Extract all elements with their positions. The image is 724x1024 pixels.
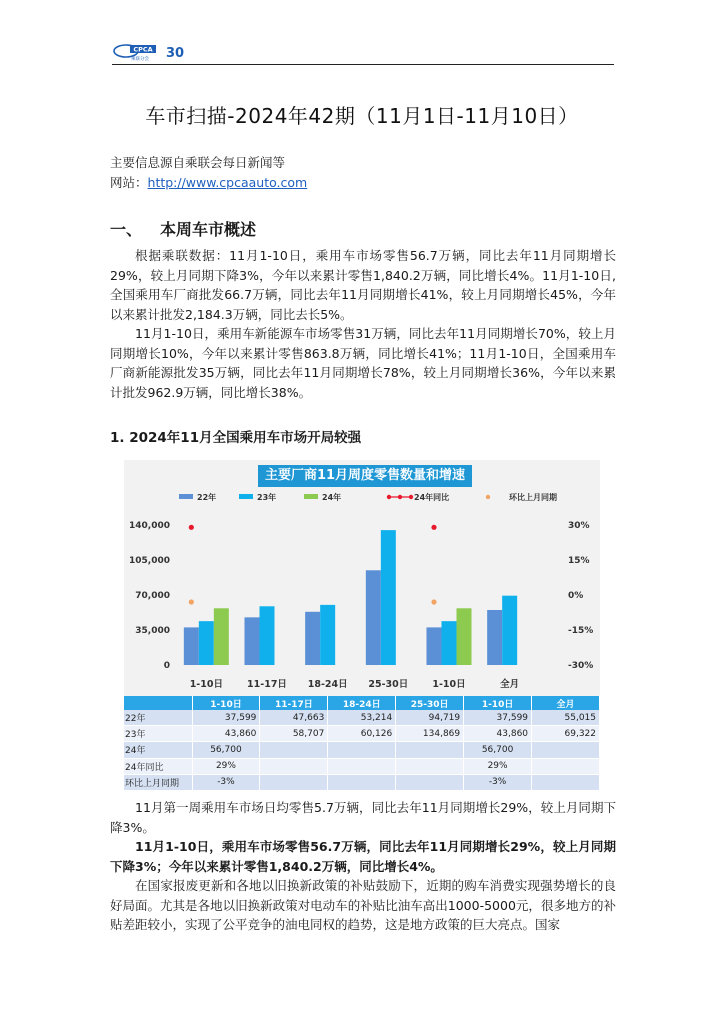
legend-swatch	[304, 494, 318, 499]
y2-tick-label: 30%	[568, 521, 590, 531]
table-cell	[328, 742, 396, 758]
table-cell: 29%	[464, 758, 532, 774]
source-block	[110, 153, 307, 193]
bar-22年	[366, 570, 381, 665]
legend-marker	[387, 495, 391, 499]
paragraph-bold-retail: 11月1-10日，乘用车市场零售56.7万辆，同比去年11月同期增长29%，较上月同期下降3%；今年以来累计零售1,840.2万辆，同比增长4%。	[110, 839, 616, 874]
table-cell: 53,214	[328, 710, 396, 726]
table-cell: 29%	[192, 758, 260, 774]
table-cell	[396, 758, 464, 774]
row-label: 23年	[124, 726, 192, 742]
point-环比上月同期	[189, 599, 194, 604]
bar-23年	[320, 605, 335, 665]
section-number: 一、	[110, 220, 143, 239]
section-title: 本周车市概述	[160, 220, 257, 239]
table-cell: 55,015	[532, 710, 600, 726]
table-cell: 47,663	[260, 710, 328, 726]
y-tick-label: 140,000	[129, 521, 170, 531]
table-cell: -3%	[192, 774, 260, 790]
table-corner	[124, 696, 192, 710]
source-text: 主要信息源自乘联会每日新闻等	[110, 155, 286, 170]
logo-anniversary: 30	[166, 46, 185, 61]
section-heading	[110, 217, 256, 240]
column-header: 11-17日	[260, 696, 328, 710]
table-cell	[396, 774, 464, 790]
table-header-row	[124, 696, 600, 710]
row-label: 22年	[124, 710, 192, 726]
website-line	[110, 173, 307, 193]
paragraph-first-week: 11月第一周乘用车市场日均零售5.7万辆，同比去年11月同期增长29%，较上月同期下降3%。	[110, 800, 616, 835]
chart-title: 主要厂商11月周度零售数量和增速	[258, 465, 472, 487]
bar-23年	[381, 530, 396, 665]
legend-swatch	[179, 494, 193, 499]
legend-label: 环比上月同期	[509, 493, 557, 502]
column-header: 全月	[532, 696, 600, 710]
table-cell	[328, 774, 396, 790]
legend-marker	[398, 495, 402, 499]
table-row	[124, 774, 600, 790]
bar-23年	[502, 596, 517, 665]
doc-title: 车市扫描-2024年42期（11月1日-11月10日）	[145, 104, 579, 128]
y-tick-label: 35,000	[135, 626, 170, 636]
y2-tick-label: -30%	[568, 661, 594, 671]
y-tick-label: 70,000	[135, 591, 170, 601]
bar-23年	[260, 606, 275, 665]
table-cell: 58,707	[260, 726, 328, 742]
legend-label: 22年	[197, 493, 217, 502]
y2-tick-label: 0%	[568, 591, 584, 601]
table-cell	[328, 758, 396, 774]
row-label: 24年	[124, 742, 192, 758]
bar-22年	[245, 617, 260, 665]
website-link[interactable]: http://www.cpcaauto.com	[147, 175, 308, 190]
table-cell: 56,700	[192, 742, 260, 758]
y2-tick-label: 15%	[568, 556, 590, 566]
bar-23年	[199, 621, 214, 665]
table-row	[124, 742, 600, 758]
cpca-logo	[112, 40, 192, 62]
website-label: 网站：	[110, 175, 148, 190]
table-cell	[260, 758, 328, 774]
x-tick-label: 全月	[500, 679, 520, 690]
table-cell	[532, 774, 600, 790]
page-header	[112, 38, 614, 65]
x-tick-label: 1-10日	[189, 679, 223, 690]
x-tick-label: 18-24日	[307, 679, 348, 690]
table-cell	[260, 742, 328, 758]
legend-swatch	[239, 494, 253, 499]
table-cell: 37,599	[464, 710, 532, 726]
table-cell: 60,126	[328, 726, 396, 742]
legend-label: 24年同比	[414, 493, 450, 502]
bar-22年	[427, 627, 442, 665]
table-cell	[396, 742, 464, 758]
paragraph-policy: 在国家报废更新和各地以旧换新政策的补贴鼓励下，近期的购车消费实现强势增长的良好局面。尤其是各地以旧换新政策对电动车的补贴比油车高出1000-5000元，很多地方的补贴差距较小，实现了公平竞争的油电同权的趋势，这是地方政策的巨大亮点。国家	[110, 878, 616, 933]
table-row	[124, 726, 600, 742]
table-cell	[532, 758, 600, 774]
column-header: 1-10日	[192, 696, 260, 710]
x-tick-label: 1-10日	[432, 679, 466, 690]
row-label: 环比上月同期	[124, 774, 192, 790]
paragraph-retail-summary: 根据乘联数据：11月1-10日，乘用车市场零售56.7万辆，同比去年11月同期增长29%，较上月同期下降3%，今年以来累计零售1,840.2万辆，同比增长4%。11月1-10日,全国乘用车厂商批发66.7万辆，同比去年11月同期增长41%，较上月同期增长45%，今年以来累计批发2,184.3万辆，同比去长5%。	[110, 248, 616, 322]
point-环比上月同期	[431, 599, 436, 604]
logo-text: CPCA	[133, 45, 153, 54]
legend-label: 24年	[322, 493, 342, 502]
table-cell: 37,599	[192, 710, 260, 726]
column-header: 25-30日	[396, 696, 464, 710]
column-header: 1-10日	[464, 696, 532, 710]
table-cell: 43,860	[464, 726, 532, 742]
table-cell: -3%	[464, 774, 532, 790]
table-row	[124, 758, 600, 774]
y-tick-label: 0	[163, 661, 170, 671]
point-24年同比	[189, 525, 194, 530]
y-tick-label: 105,000	[129, 556, 170, 566]
bar-24年	[214, 608, 229, 665]
table-cell: 56,700	[464, 742, 532, 758]
table-cell	[532, 742, 600, 758]
chart-panel	[124, 460, 600, 696]
legend-label: 23年	[257, 493, 277, 502]
table-cell: 134,869	[396, 726, 464, 742]
legend-marker	[409, 495, 413, 499]
column-header: 18-24日	[328, 696, 396, 710]
data-table	[124, 696, 600, 791]
table-cell: 69,322	[532, 726, 600, 742]
weekly-retail-chart	[124, 460, 600, 696]
table-cell	[260, 774, 328, 790]
table-row	[124, 710, 600, 726]
row-label: 24年同比	[124, 758, 192, 774]
subsection-heading: 1. 2024年11月全国乘用车市场开局较强	[110, 430, 362, 446]
point-24年同比	[431, 525, 436, 530]
y2-tick-label: -15%	[568, 626, 594, 636]
logo-sub: 乘联分会	[131, 57, 149, 62]
table-cell: 94,719	[396, 710, 464, 726]
table-cell: 43,860	[192, 726, 260, 742]
bar-24年	[457, 608, 472, 665]
x-tick-label: 25-30日	[368, 679, 409, 690]
legend-marker	[486, 495, 490, 499]
bar-23年	[442, 621, 457, 665]
bar-22年	[305, 612, 320, 665]
x-tick-label: 11-17日	[247, 679, 287, 690]
bar-22年	[184, 627, 199, 665]
bar-22年	[487, 610, 502, 665]
paragraph-nev-summary: 11月1-10日，乘用车新能源车市场零售31万辆，同比去年11月同期增长70%，较上月同期增长10%，今年以来累计零售863.8万辆，同比增长41%；11月1-10日，全国乘用车厂商新能源批发35万辆，同比去年11月同期增长78%，较上月同期增长36%，今年以来累计批发962.9万辆，同比增长38%。	[110, 326, 616, 400]
